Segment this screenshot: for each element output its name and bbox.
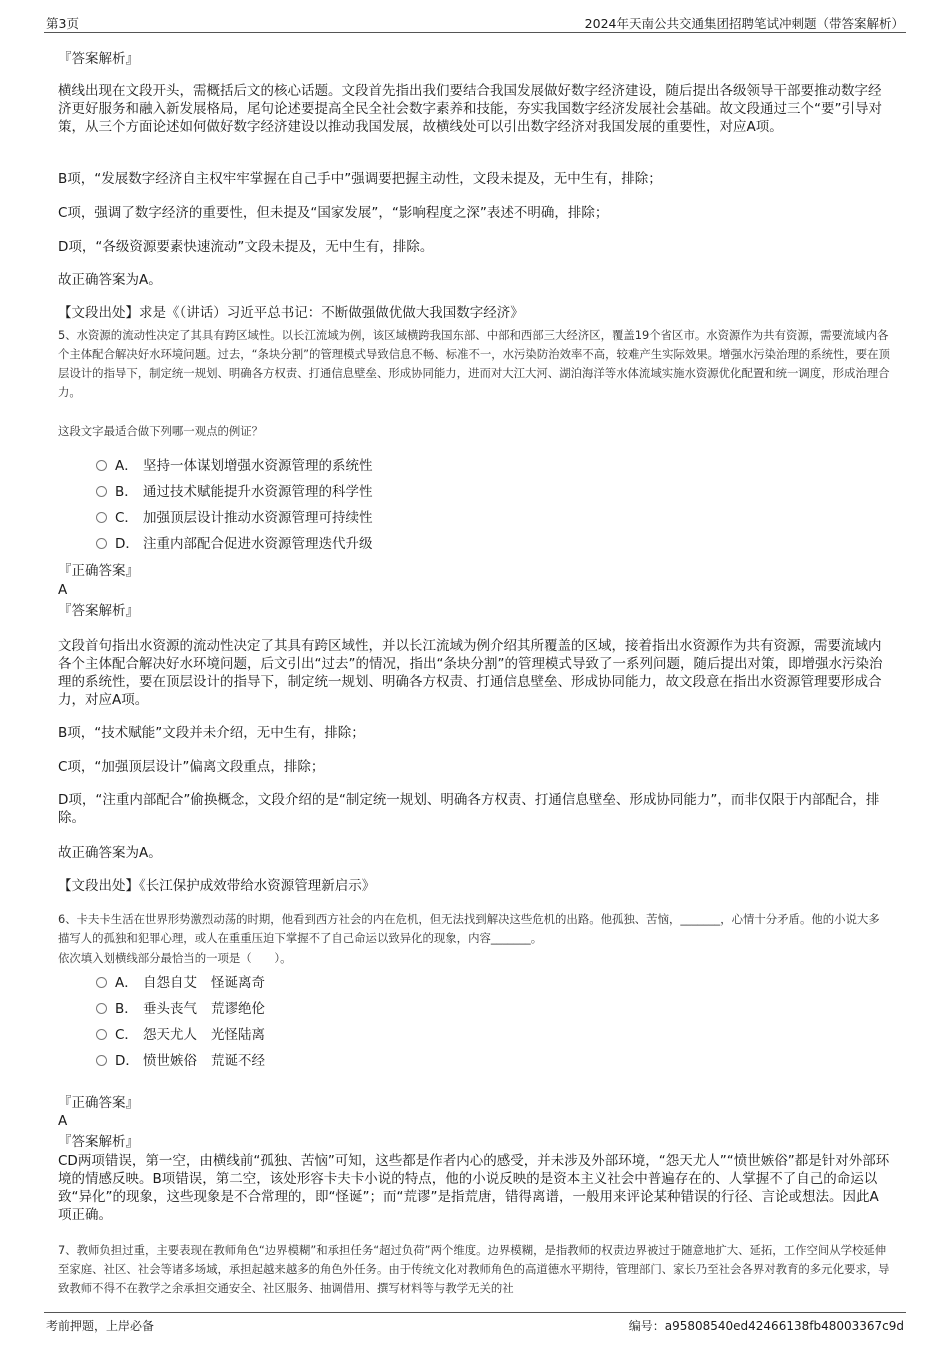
radio-icon[interactable] [96,486,107,497]
option-word-2: 荒诞不经 [211,1053,265,1069]
q5-analysis-option-d: D项，“注重内部配合”偷换概念，文段介绍的是“制定统一规划、明确各方权责、打通信息壁垒、形成协同能力”，而非仅限于内部配合，排除。 [58,792,880,826]
radio-icon[interactable] [96,460,107,471]
q5-analysis-option-c: C项，“加强顶层设计”偏离文段重点，排除； [58,759,325,775]
q6-stem: 6、卡夫卡生活在世界形势激烈动荡的时期，他看到西方社会的内在危机，但无法找到解决这些危机的出路。他孤独、苦恼，_______，心情十分矛盾。他的小说大多描写人的孤独和犯罪心理，或人在重重压迫下掌握不了自己命运以致异化的现象，内容_______。 [58,912,880,945]
radio-icon[interactable] [96,1055,107,1066]
option-letter: C． [115,510,138,526]
q5-option-b[interactable] [96,483,373,501]
option-word-1: 怨天尤人 [143,1027,197,1043]
q5-question: 这段文字最适合做下列哪一观点的例证？ [58,424,264,438]
q6-option-c[interactable] [96,1026,265,1044]
option-letter: B． [115,1001,138,1017]
option-word-1: 愤世嫉俗 [143,1053,197,1069]
q6-answer: A [58,1113,68,1129]
q6-question: 依次填入划横线部分最恰当的一项是（ ）。 [58,951,292,965]
q7-stem: 7、教师负担过重，主要表现在教师角色“边界模糊”和承担任务“超过负荷”两个维度。边界模糊，是指教师的权责边界被过于随意地扩大、延拓，工作空间从学校延伸至家庭、社区、社会等诸多场域，承担起越来越多的角色外任务。由于传统文化对教师角色的高道德水平期待，管理部门、家长乃至社会各界对教育的多元化要求，导致教师不得不在教学之余承担交通安全、社区服务、抽调借用、撰写材料等与教学无关的社 [58,1243,890,1295]
q5-stem: 5、水资源的流动性决定了其具有跨区域性。以长江流域为例，该区域横跨我国东部、中部和西部三大经济区，覆盖19个省区市。水资源作为共有资源，需要流域内各个主体配合解决好水环境问题。过去，“条块分割”的管理模式导致信息不畅、标准不一，水污染防治效率不高，较难产生实际效果。增强水污染治理的系统性，要在顶层设计的指导下，制定统一规划、明确各方权责、打通信息壁垒、形成协同能力，进而对大江大河、湖泊海洋等水体流域实施水资源优化配置和统一调度，形成治理合力。 [58,328,890,399]
option-letter: B． [115,484,138,500]
footer-slogan: 考前押题，上岸必备 [46,1319,155,1333]
option-letter: C． [115,1027,138,1043]
q5-conclusion: 故正确答案为A。 [58,845,162,861]
page-footer [44,1312,906,1335]
q4-analysis-heading: 『答案解析』 [58,51,139,67]
q6-option-d[interactable] [96,1052,265,1070]
q4-analysis-paragraph: 横线出现在文段开头，需概括后文的核心话题。文段首先指出我们要结合我国发展做好数字经济建设，随后提出各级领导干部要推动数字经济更好服务和融入新发展格局，尾句论述要提高全民全社会数字素养和技能，夯实我国数字经济发展社会基础。故文段通过三个“要”引导对策，从三个方面论述如何做好数字经济建设以推动我国发展，故横线处可以引出数字经济对我国发展的重要性，对应A项。 [58,83,882,135]
radio-icon[interactable] [96,512,107,523]
q4-analysis-option-b: B项，“发展数字经济自主权牢牢掌握在自己手中”强调要把握主动性，文段未提及，无中生有，排除； [58,171,662,187]
q5-analysis-paragraph: 文段首句指出水资源的流动性决定了其具有跨区域性，并以长江流域为例介绍其所覆盖的区域，接着指出水资源作为共有资源，需要流域内各个主体配合解决好水环境问题，后文引出“过去”的情况，指出“条块分割”的管理模式导致了一系列问题，随后提出对策，即增强水污染治理的系统性，要在顶层设计的指导下，制定统一规划、明确各方权责、打通信息壁垒、形成协同能力，故文段意在指出水资源管理要形成合力，对应A项。 [58,638,883,708]
q6-analysis-paragraph: CD两项错误，第一空，由横线前“孤独、苦恼”可知，这些都是作者内心的感受，并未涉及外部环境，“怨天尤人”“愤世嫉俗”都是针对外部环境的情感反映。B项错误，第二空，该处形容卡夫卡小说的特点，他的小说反映的是资本主义社会中普遍存在的、人掌握不了自己的命运以致“异化”的现象，这些现象是不合常理的，即“怪诞”；而“荒谬”是指荒唐，错得离谱，一般用来评论某种错误的行径、言论或想法。因此A项正确。 [58,1153,890,1223]
q4-conclusion: 故正确答案为A。 [58,272,162,288]
q4-analysis-option-d: D项，“各级资源要素快速流动”文段未提及，无中生有，排除。 [58,239,434,255]
q5-analysis-option-b: B项，“技术赋能”文段并未介绍，无中生有，排除； [58,725,365,741]
q6-analysis-heading: 『答案解析』 [58,1134,139,1150]
page-number: 第3页 [46,16,79,31]
q5-analysis-heading: 『答案解析』 [58,603,139,619]
q5-option-c[interactable] [96,509,373,527]
option-text: 加强顶层设计推动水资源管理可持续性 [143,510,373,526]
q6-option-b[interactable] [96,1000,265,1018]
radio-icon[interactable] [96,977,107,988]
option-text: 注重内部配合促进水资源管理迭代升级 [143,536,373,552]
q6-answer-heading: 『正确答案』 [58,1095,139,1111]
option-text: 坚持一体谋划增强水资源管理的系统性 [143,458,373,474]
q5-option-d[interactable] [96,535,373,553]
option-word-2: 怪诞离奇 [211,975,265,991]
q6-option-a[interactable] [96,974,265,992]
option-word-2: 荒谬绝伦 [211,1001,265,1017]
radio-icon[interactable] [96,1029,107,1040]
option-letter: D． [115,1053,139,1069]
option-letter: A． [115,458,138,474]
document-code: 编号：a95808540ed42466138fb48003367c9d [628,1319,904,1333]
option-word-1: 垂头丧气 [143,1001,197,1017]
q5-answer-heading: 『正确答案』 [58,563,139,579]
q5-option-a[interactable] [96,457,373,475]
q5-source: 【文段出处】《长江保护成效带给水资源管理新启示》 [58,878,376,894]
option-letter: A． [115,975,138,991]
q4-source: 【文段出处】求是《（讲话）习近平总书记：不断做强做优做大我国数字经济》 [58,305,524,321]
q4-analysis-option-c: C项，强调了数字经济的重要性，但未提及“国家发展”，“影响程度之深”表述不明确，排除； [58,205,609,221]
radio-icon[interactable] [96,1003,107,1014]
option-text: 通过技术赋能提升水资源管理的科学性 [143,484,373,500]
q5-answer: A [58,582,68,598]
option-word-1: 自怨自艾 [143,975,197,991]
page-header [44,12,906,33]
option-letter: D． [115,536,139,552]
document-title: 2024年天南公共交通集团招聘笔试冲刺题（带答案解析） [584,16,904,31]
radio-icon[interactable] [96,538,107,549]
option-word-2: 光怪陆离 [211,1027,265,1043]
